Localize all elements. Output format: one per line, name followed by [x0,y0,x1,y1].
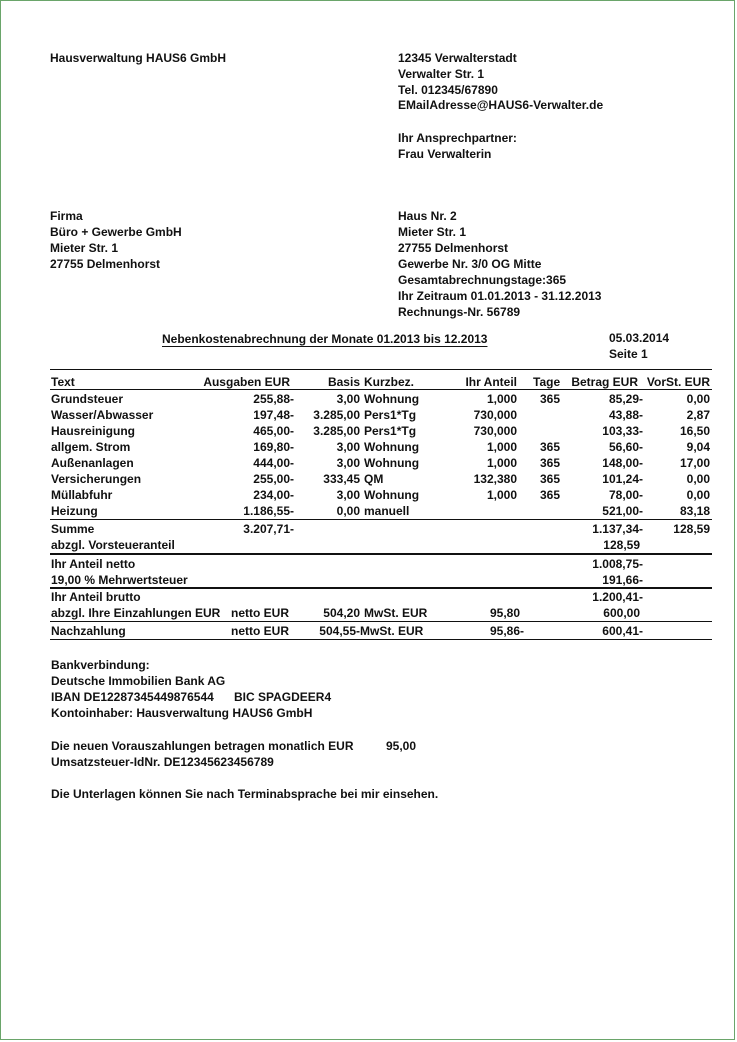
recipient-line3: Mieter Str. 1 [50,241,119,255]
vorsteuer-label: abzgl. Vorsteueranteil [51,538,175,552]
col-header-vorst: VorSt. EUR [646,375,710,389]
bank-name: Deutsche Immobilien Bank AG [51,674,226,688]
property-unit: Gewerbe Nr. 3/0 OG Mitte [398,257,542,271]
einzahlungen-netto-label: netto EUR [231,606,289,620]
cell-vorst: 16,50 [679,424,710,438]
cell-text: Versicherungen [51,472,142,486]
cell-basis: 0,00 [336,504,360,518]
nachzahlung-netto-label: netto EUR [231,624,289,638]
brutto-betrag: 1.200,41- [592,590,643,604]
prepay-value: 95,00 [386,739,417,753]
cell-ausgaben: 255,88- [253,392,294,406]
cell-anteil: 1,000 [486,456,517,470]
cell-basis: 3.285,00 [313,424,360,438]
header-bottom-rule [50,389,712,390]
cell-tage: 365 [540,440,561,454]
brutto-label: Ihr Anteil brutto [51,590,141,604]
cell-vorst: 17,00 [679,456,710,470]
col-header-anteil: Ihr Anteil [465,375,517,389]
property-period: Ihr Zeitraum 01.01.2013 - 31.12.2013 [398,289,602,303]
cell-anteil: 1,000 [486,392,517,406]
cell-kurzbez: manuell [364,504,410,518]
cell-ausgaben: 169,80- [253,440,294,454]
nachzahlung-mwst-value: 95,86- [489,624,524,638]
cell-betrag: 101,24- [602,472,643,486]
cell-betrag: 103,33- [602,424,643,438]
bank-label: Bankverbindung: [51,658,150,672]
property-street: Mieter Str. 1 [398,225,467,239]
cell-tage: 365 [540,472,561,486]
bank-owner: Kontoinhaber: Hausverwaltung HAUS6 GmbH [51,706,313,720]
netto-label: Ihr Anteil netto [51,557,136,571]
cell-vorst: 0,00 [686,392,710,406]
sender-company: Hausverwaltung HAUS6 GmbH [50,51,227,65]
col-header-kurzbez: Kurzbez. [364,375,415,389]
cell-text: Heizung [51,504,98,518]
cell-text: Grundsteuer [51,392,124,406]
summe-ausgaben: 3.207,71- [243,522,294,536]
bank-bic: BIC SPAGDEER4 [234,690,332,704]
summe-rule [50,519,712,520]
cell-anteil: 132,380 [473,472,517,486]
cell-betrag: 521,00- [602,504,643,518]
vat-id: Umsatzsteuer-IdNr. DE12345623456789 [51,755,274,769]
cell-basis: 3,00 [336,440,360,454]
cell-basis: 3.285,00 [313,408,360,422]
nachzahlung-amount: 504,55- [319,624,360,638]
cell-text: allgem. Strom [51,440,131,454]
property-days: Gesamtabrechnungstage:365 [398,273,567,287]
netto-betrag: 1.008,75- [592,557,643,571]
cell-ausgaben: 465,00- [253,424,294,438]
cell-ausgaben: 1.186,55- [243,504,294,518]
property-invoice: Rechnungs-Nr. 56789 [398,305,521,319]
page-number: Seite 1 [609,347,648,361]
cell-basis: 3,00 [336,392,360,406]
document-title: Nebenkostenabrechnung der Monate 01.2013 bis 12.2013 [162,332,488,346]
einzahlungen-label: abzgl. Ihre Einzahlungen EUR [51,606,221,620]
document-date: 05.03.2014 [609,331,670,345]
cell-vorst: 83,18 [679,504,710,518]
nachzahlung-betrag: 600,41- [602,624,643,638]
cell-betrag: 43,88- [608,408,643,422]
cell-text: Müllabfuhr [51,488,113,502]
sender-city: 12345 Verwalterstadt [398,51,517,65]
cell-betrag: 148,00- [602,456,643,470]
sender-phone: Tel. 012345/67890 [398,83,498,97]
cell-vorst: 0,00 [686,488,710,502]
cell-vorst: 9,04 [686,440,710,454]
cell-betrag: 56,60- [608,440,643,454]
cell-text: Hausreinigung [51,424,136,438]
cell-kurzbez: Pers1*Tg [364,424,417,438]
mwst-label: 19,00 % Mehrwertsteuer [51,573,188,587]
closing-note: Die Unterlagen können Sie nach Terminabsprache bei mir einsehen. [51,787,439,801]
cell-anteil: 1,000 [486,440,517,454]
einzahlungen-mwst-value: 95,80 [489,606,520,620]
col-header-tage: Tage [533,375,561,389]
property-city: 27755 Delmenhorst [398,241,509,255]
property-house: Haus Nr. 2 [398,209,457,223]
nachzahlung-label: Nachzahlung [51,624,126,638]
recipient-line2: Büro + Gewerbe GmbH [50,225,182,239]
bank-iban: IBAN DE12287345449876544 [51,690,214,704]
cell-tage: 365 [540,488,561,502]
cell-betrag: 78,00- [608,488,643,502]
mwst-betrag: 191,66- [602,573,643,587]
col-header-basis: Basis [327,375,360,389]
cell-tage: 365 [540,456,561,470]
cell-anteil: 730,000 [473,408,517,422]
cell-betrag: 85,29- [608,392,643,406]
cell-kurzbez: Wohnung [364,456,420,470]
cell-basis: 333,45 [323,472,360,486]
cell-anteil: 1,000 [486,488,517,502]
recipient-line1: Firma [50,209,83,223]
sender-email: EMailAdresse@HAUS6-Verwalter.de [398,98,604,112]
contact-label: Ihr Ansprechpartner: [398,131,517,145]
cell-kurzbez: Wohnung [364,488,420,502]
cell-tage: 365 [540,392,561,406]
einzahlungen-amount: 504,20 [323,606,360,620]
vorsteuer-betrag: 128,59 [603,538,640,552]
recipient-line4: 27755 Delmenhorst [50,257,161,271]
col-header-ausgaben: Ausgaben EUR [203,375,290,389]
cell-kurzbez: Wohnung [364,392,420,406]
table-top-rule [50,369,712,370]
nachzahlung-top-rule [50,621,712,622]
cell-basis: 3,00 [336,456,360,470]
cell-kurzbez: Pers1*Tg [364,408,417,422]
einzahlungen-betrag: 600,00 [603,606,640,620]
prepay-label: Die neuen Vorauszahlungen betragen monatlich EUR [51,739,354,753]
col-header-betrag: Betrag EUR [571,375,638,389]
summe-betrag: 1.137,34- [592,522,643,536]
cell-ausgaben: 197,48- [253,408,294,422]
sender-street: Verwalter Str. 1 [398,67,485,81]
col-header-text: Text [51,375,75,389]
cell-ausgaben: 234,00- [253,488,294,502]
cell-text: Außenanlagen [51,456,134,470]
cell-vorst: 2,87 [686,408,710,422]
nachzahlung-mwst-label: MwSt. EUR [360,624,424,638]
summe-label: Summe [51,522,95,536]
einzahlungen-mwst-label: MwSt. EUR [364,606,428,620]
nachzahlung-bottom-rule [50,639,712,640]
cell-ausgaben: 255,00- [253,472,294,486]
cell-anteil: 730,000 [473,424,517,438]
cell-vorst: 0,00 [686,472,710,486]
cell-kurzbez: QM [364,472,384,486]
cell-basis: 3,00 [336,488,360,502]
netto-rule [50,553,712,555]
cell-ausgaben: 444,00- [253,456,294,470]
summe-vorst: 128,59 [673,522,710,536]
contact-name: Frau Verwalterin [398,147,492,161]
cell-kurzbez: Wohnung [364,440,420,454]
cell-text: Wasser/Abwasser [51,408,154,422]
